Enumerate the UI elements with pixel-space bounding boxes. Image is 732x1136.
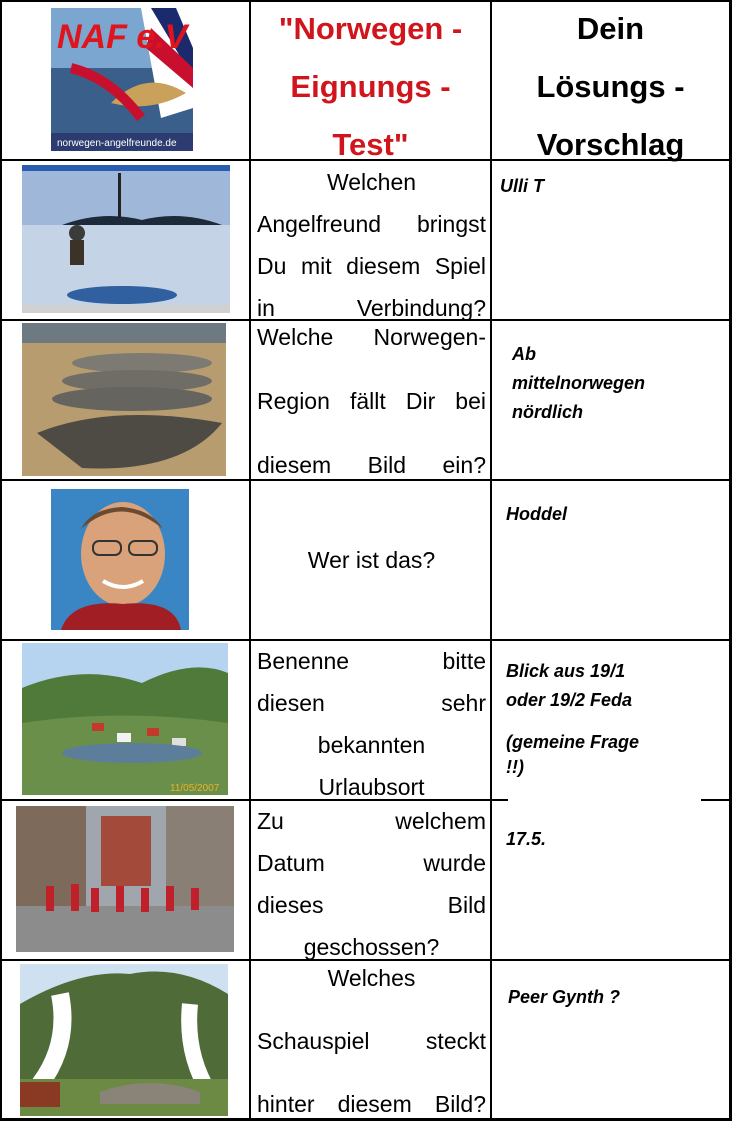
question-4-line: diesen sehr — [257, 690, 486, 716]
answer-3 — [506, 500, 726, 630]
answer-column-header — [492, 0, 729, 162]
answer-header-line-2: Lösungs - — [536, 69, 685, 104]
answer-4-line: (gemeine Frage — [506, 732, 640, 752]
question-5-line: Datum wurde — [257, 850, 486, 876]
svg-text:NAF e.V: NAF e.V — [57, 18, 188, 56]
answer-5-line: 17.5. — [506, 829, 547, 849]
street-parade-image — [16, 806, 234, 952]
quiz-title-line-1: "Norwegen - — [278, 11, 463, 46]
question-5-line: dieses Bild — [257, 892, 486, 918]
answer-5 — [506, 825, 726, 955]
answer-1 — [500, 172, 725, 312]
question-6 — [251, 947, 490, 1117]
answer-3-line: Hoddel — [506, 504, 567, 524]
question-4-line: Urlaubsort — [318, 774, 425, 800]
question-4 — [251, 640, 490, 798]
quiz-title-line-3: Test" — [332, 127, 409, 162]
question-1-line: Du mit diesem Spiel — [257, 253, 486, 279]
quiz-title-line-2: Eignungs - — [290, 69, 451, 104]
answer-4-line: oder 19/2 Feda — [506, 690, 633, 710]
man-portrait-image — [51, 489, 189, 630]
quiz-title — [251, 0, 490, 162]
question-6-line: Schauspiel steckt — [257, 1028, 486, 1054]
question-3 — [251, 481, 490, 639]
question-2-line: Welche Norwegen- — [257, 324, 486, 350]
question-5-line: Zu welchem — [257, 808, 486, 834]
question-6-line: Welches — [327, 965, 416, 991]
question-5 — [251, 800, 490, 958]
question-1 — [251, 161, 490, 319]
naf-logo — [51, 8, 193, 151]
answer-4-line: Blick aus 19/1 — [506, 661, 626, 681]
answer-2-line: nördlich — [512, 402, 583, 422]
answer-2-line: Ab — [512, 344, 536, 364]
answer-2-line: mittelnorwegen — [512, 373, 646, 393]
question-2 — [251, 305, 490, 478]
question-1-line: Welchen — [326, 169, 417, 195]
answer-2 — [512, 340, 727, 470]
question-1-line: Angelfreund bringst — [257, 211, 486, 237]
question-2-line: Region fällt Dir bei — [257, 388, 486, 414]
answer-header-line-3: Vorschlag — [536, 127, 685, 162]
answer-4 — [506, 657, 728, 797]
village-landscape-image — [22, 643, 228, 795]
svg-text:norwegen-angelfreunde.de: norwegen-angelfreunde.de — [57, 138, 177, 149]
halibut-catch-image — [22, 323, 226, 476]
waterfall-landscape-image — [20, 964, 228, 1116]
ice-fishing-game-image — [22, 165, 230, 313]
answer-6 — [508, 983, 726, 1113]
answer-header-line-1: Dein — [576, 11, 645, 46]
question-2-line: diesem Bild ein? — [257, 452, 486, 478]
answer-6-line: Peer Gynth ? — [508, 987, 621, 1007]
answer-1-line: Ulli T — [500, 176, 544, 196]
svg-text:11/05/2007: 11/05/2007 — [170, 783, 220, 794]
answer-4-line: !!) — [506, 757, 524, 777]
question-3-line: Wer ist das? — [307, 547, 436, 573]
question-5-line: geschossen? — [303, 934, 440, 960]
question-4-line: bekannten — [317, 732, 426, 758]
question-4-line: Benenne bitte — [257, 648, 486, 674]
question-6-line: hinter diesem Bild? — [257, 1091, 486, 1117]
question-1-line: in Verbindung? — [257, 295, 486, 321]
